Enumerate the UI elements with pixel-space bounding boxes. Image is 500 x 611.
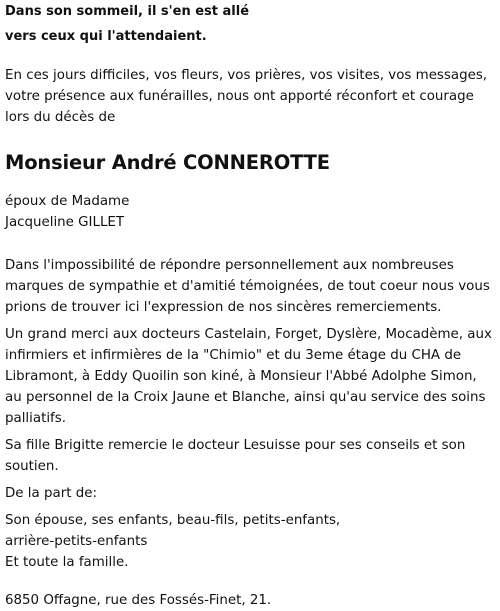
signers-line-1: Son épouse, ses enfants, beau-fils, petits-enfants, [5, 513, 341, 528]
signers-line-2: arrière-petits-enfants [5, 534, 148, 549]
signers-line-3: Et toute la famille. [5, 555, 129, 570]
epigraph-line-1: Dans son sommeil, il s'en est allé [5, 4, 250, 19]
epigraph-line-2: vers ceux qui l'attendaient. [5, 29, 207, 44]
spouse-line-1: époux de Madame [5, 194, 130, 209]
death-notice-document [5, 0, 495, 611]
thanks-paragraph: Dans l'impossibilité de répondre personnellement aux nombreuses marques de sympathie et d'amitié témoignées, de tout coeur nous vous prions de trouver ici l'expression de nos sincères remerciements. [5, 258, 490, 315]
family-address: 6850 Offagne, rue des Fossés-Finet, 21. [5, 593, 272, 608]
deceased-name: Monsieur André CONNEROTTE [5, 151, 330, 174]
signers-block [5, 510, 495, 573]
doctors-paragraph: Un grand merci aux docteurs Castelain, Forget, Dyslère, Mocadème, aux infirmiers et infirmières de la "Chimio" et du 3eme étage du CHA de Libramont, à Eddy Quoilin son kiné, à Monsieur l'Abbé Adolphe Simon, au personnel de la Croix Jaune et Blanche, ainsi qu'au service des soins palliatifs. [5, 327, 492, 426]
intro-paragraph: En ces jours difficiles, vos fleurs, vos prières, vos visites, vos messages, votre présence aux funérailles, nous ont apporté réconfort et courage lors du décès de [5, 68, 488, 125]
from-label: De la part de: [5, 486, 97, 501]
epigraph [5, 1, 495, 48]
spouse-line-2: Jacqueline GILLET [5, 215, 125, 230]
daughter-paragraph: Sa fille Brigitte remercie le docteur Lesuisse pour ses conseils et son soutien. [5, 438, 466, 474]
spouse-block [5, 191, 495, 233]
